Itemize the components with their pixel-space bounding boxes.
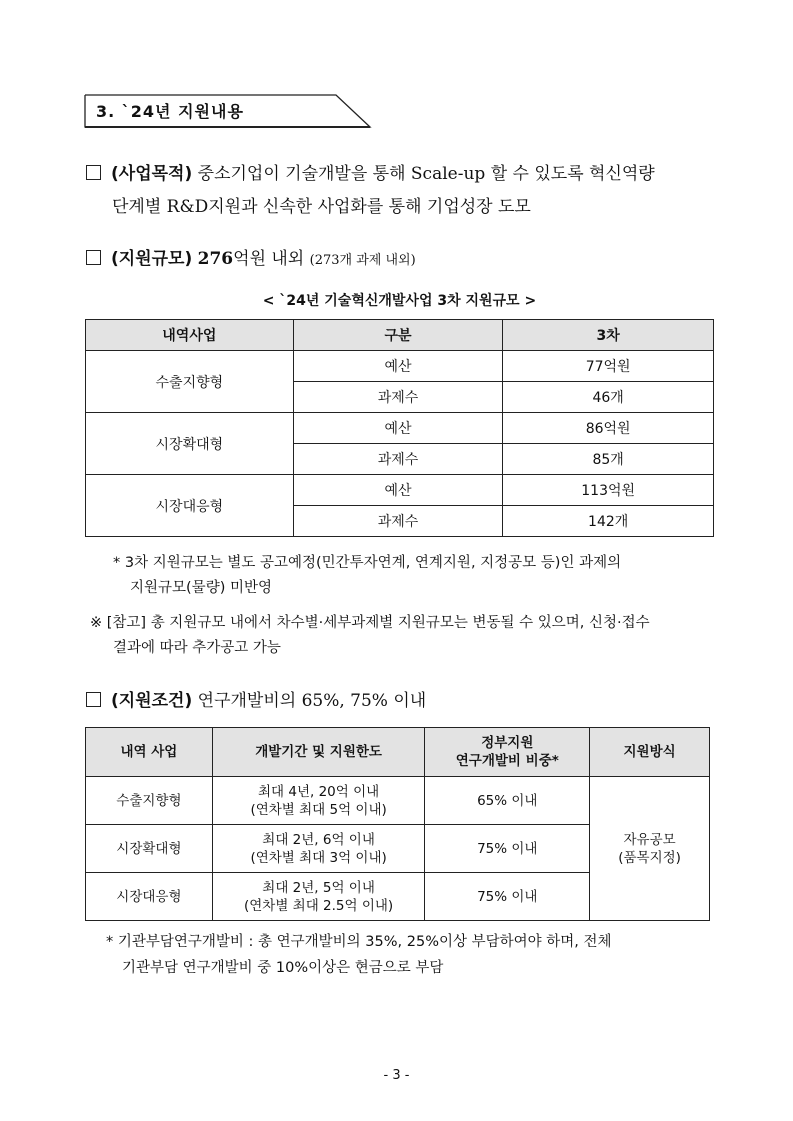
value-cell: 113억원	[503, 475, 714, 506]
limit-line: (연차별 최대 3억 이내)	[250, 849, 387, 866]
table-row	[86, 475, 714, 506]
checkbox-square-icon	[86, 692, 101, 707]
footnote-1-line-2: 지원규모(물량) 미반영	[130, 580, 272, 596]
ratio-cell: 65% 이내	[425, 777, 590, 825]
header-cell: 3차	[503, 320, 714, 351]
header-cell-line: 정부지원	[481, 735, 534, 751]
program-name-cell: 수출지향형	[86, 351, 294, 413]
kind-cell: 과제수	[293, 444, 503, 475]
ratio-cell: 75% 이내	[425, 825, 590, 873]
page-number: - 3 -	[383, 1068, 410, 1083]
table-header-row	[86, 320, 714, 351]
section-header	[84, 94, 374, 128]
ratio-cell: 75% 이내	[425, 873, 590, 921]
conditions-line	[86, 686, 426, 711]
section-title: 3. `24년 지원내용	[96, 102, 244, 121]
value-cell: 77억원	[503, 351, 714, 382]
header-cell-line: 연구개발비 비중*	[455, 753, 559, 769]
kind-cell: 예산	[293, 413, 503, 444]
reference-note-line-2: 결과에 따라 추가공고 가능	[113, 640, 281, 656]
scale-unit: 억원 내외	[233, 249, 305, 269]
header-cell: 내역사업	[86, 320, 294, 351]
table-row	[86, 351, 714, 382]
purpose-text-1: 중소기업이 기술개발을 통해 Scale-up 할 수 있도록 혁신역량	[197, 164, 655, 184]
scale-amount: 276	[197, 249, 234, 269]
kind-cell: 예산	[293, 475, 503, 506]
scale-label: (지원규모)	[111, 249, 193, 269]
value-cell: 85개	[503, 444, 714, 475]
value-cell: 46개	[503, 382, 714, 413]
table-row	[86, 413, 714, 444]
checkbox-square-icon	[86, 165, 101, 180]
scale-line	[86, 244, 416, 269]
limit-cell	[212, 777, 425, 825]
table-header-row	[86, 728, 710, 777]
header-cell: 지원방식	[590, 728, 710, 777]
limit-line: 최대 2년, 5억 이내	[262, 879, 375, 896]
limit-cell	[212, 825, 425, 873]
table-row	[86, 777, 710, 825]
limit-line: (연차별 최대 5억 이내)	[250, 801, 387, 818]
purpose-line-2: 단계별 R&D지원과 신속한 사업화를 통해 기업성장 도모	[112, 197, 531, 217]
table1-caption: < `24년 기술혁신개발사업 3차 지원규모 >	[262, 293, 537, 309]
program-name-cell: 시장대응형	[86, 873, 213, 921]
conditions-text: 연구개발비의 65%, 75% 이내	[197, 691, 427, 711]
kind-cell: 과제수	[293, 506, 503, 537]
value-cell: 142개	[503, 506, 714, 537]
footnote-3-line-2: 기관부담 연구개발비 중 10%이상은 현금으로 부담	[122, 960, 444, 976]
conditions-label: (지원조건)	[111, 691, 193, 711]
header-cell: 개발기간 및 지원한도	[212, 728, 425, 777]
limit-cell	[212, 873, 425, 921]
footnote-1-line-1: * 3차 지원규모는 별도 공고예정(민간투자연계, 연계지원, 지정공모 등)인 과제의	[113, 555, 622, 571]
method-cell	[590, 777, 710, 921]
header-cell: 구분	[293, 320, 503, 351]
checkbox-square-icon	[86, 250, 101, 265]
kind-cell: 과제수	[293, 382, 503, 413]
limit-line: (연차별 최대 2.5억 이내)	[243, 897, 394, 914]
purpose-line-1	[86, 159, 655, 184]
limit-line: 최대 2년, 6억 이내	[262, 831, 375, 848]
header-cell: 내역 사업	[86, 728, 213, 777]
header-cell	[425, 728, 590, 777]
support-scale-table	[85, 319, 714, 537]
reference-note-line-1: ※ [참고] 총 지원규모 내에서 차수별·세부과제별 지원규모는 변동될 수 있으며, 신청·접수	[90, 615, 650, 631]
program-name-cell: 수출지향형	[86, 777, 213, 825]
support-conditions-table	[85, 727, 710, 921]
scale-note: (273개 과제 내외)	[309, 253, 416, 268]
value-cell: 86억원	[503, 413, 714, 444]
purpose-label: (사업목적)	[111, 164, 193, 184]
method-line: 자유공모	[623, 831, 676, 848]
limit-line: 최대 4년, 20억 이내	[258, 783, 380, 800]
program-name-cell: 시장대응형	[86, 475, 294, 537]
footnote-3-line-1: * 기관부담연구개발비 : 총 연구개발비의 35%, 25%이상 부담하여야 하며, 전체	[106, 934, 612, 950]
program-name-cell: 시장확대형	[86, 825, 213, 873]
method-line: (품목지정)	[618, 849, 681, 866]
program-name-cell: 시장확대형	[86, 413, 294, 475]
kind-cell: 예산	[293, 351, 503, 382]
